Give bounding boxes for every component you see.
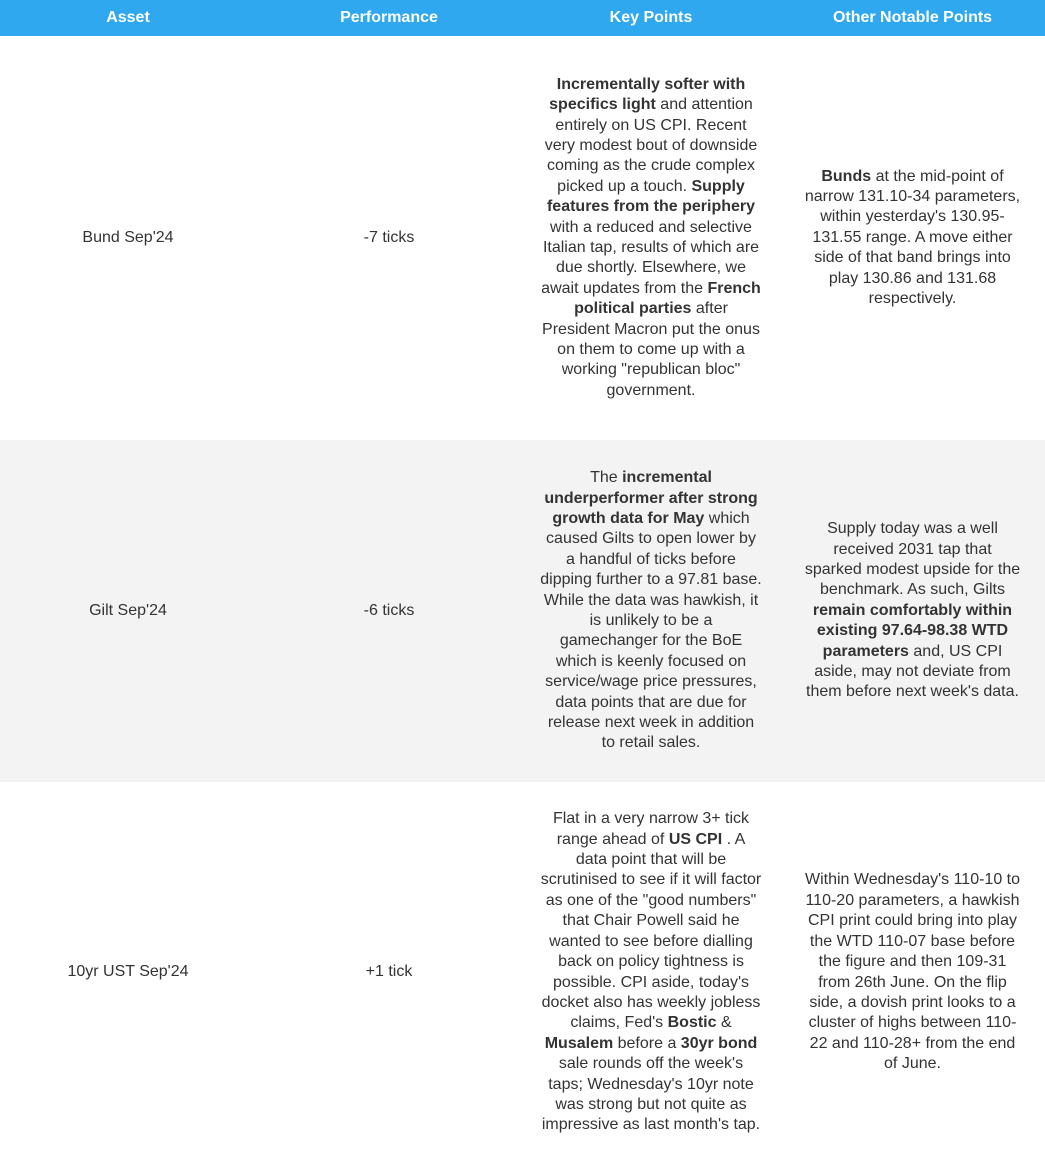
bold-text: Musalem	[544, 1034, 614, 1052]
header-key-points: Key Points	[522, 0, 780, 36]
other-points-cell	[780, 36, 1045, 440]
text-segment: after President Macron put the onus on them to come up with a working "republican bloc" government.	[542, 300, 760, 399]
text-segment: at the mid-point of narrow 131.10-34 parameters, within yesterday's 130.95-131.55 range. A move either side of that band brings into play 130.86 and 131.68 respectively.	[804, 167, 1021, 308]
text-segment: and attention entirely on US CPI. Recent very modest bout of downside coming as the crude complex picked up a touch.	[544, 96, 758, 195]
text-segment: before a	[613, 1034, 681, 1052]
text-segment: &	[716, 1014, 732, 1032]
text-segment: Within Wednesday's 110-10 to 110-20 parameters, a hawkish CPI print could bring into play the WTD 110-07 base before the figure and then 109-31 from 26th June. On the flip side, a dovish print looks to a cluster of highs between 110-22 and 110-28+ from the end of June.	[804, 871, 1021, 1073]
asset-cell: Gilt Sep'24	[0, 440, 256, 782]
asset-cell: 10yr UST Sep'24	[67, 963, 189, 981]
text-segment: sale rounds off the week's taps; Wednesday's 10yr note was strong but not quite as impressive as last month's tap.	[541, 1055, 761, 1134]
bold-text: US CPI	[668, 830, 723, 848]
text-segment: and, US CPI aside, may not deviate from them before next week's data.	[806, 642, 1019, 701]
header-row	[0, 0, 1045, 36]
key-points-cell	[522, 782, 780, 1163]
key-points-text	[540, 468, 762, 754]
table-row-gilt	[0, 440, 1045, 782]
bold-text: Supply features from the periphery	[546, 177, 756, 216]
bold-text: incremental underperformer after strong growth data for May	[544, 469, 758, 527]
table-row-bund	[0, 36, 1045, 440]
key-points-cell	[522, 440, 780, 782]
performance-cell: -7 ticks	[363, 228, 415, 246]
text-segment: The	[590, 469, 623, 487]
bold-text: remain comfortably within existing 97.64-98.38 WTD parameters	[812, 601, 1013, 660]
bold-text: Incrementally softer with specifics light	[549, 75, 746, 114]
asset-cell: Bund Sep'24	[82, 228, 174, 246]
table-row-ust	[0, 782, 1045, 1163]
bold-text: Bostic	[667, 1014, 717, 1032]
other-points-cell	[780, 440, 1045, 782]
header-other-notable-points: Other Notable Points	[780, 0, 1045, 36]
performance-cell: +1 tick	[365, 963, 413, 981]
performance-cell: -6 ticks	[256, 440, 522, 782]
key-points-cell	[522, 36, 780, 440]
text-segment: Supply today was a well received 2031 tap that sparked modest upside for the benchmark. As such, Gilts	[804, 520, 1021, 599]
header-performance: Performance	[256, 0, 522, 36]
text-segment: with a reduced and selective Italian tap, results of which are due shortly. Elsewhere, we await updates from the	[541, 218, 760, 297]
header-asset: Asset	[0, 0, 256, 36]
bold-text: Bunds	[821, 167, 872, 185]
text-segment: Flat in a very narrow 3+ tick range ahead of	[552, 810, 750, 848]
other-points-cell	[780, 782, 1045, 1163]
other-points-text	[804, 870, 1022, 1074]
bold-text: 30yr bond	[680, 1034, 758, 1052]
key-points-text	[540, 809, 762, 1136]
text-segment: which caused Gilts to open lower by a handful of ticks before dipping further to a 97.81 base. While the data was hawkish, it is unlikely to be a gamechanger for the BoE which is keenly focused on service/wage price pressures, data points that are due for release next week in addition to retail sales.	[540, 509, 762, 752]
other-points-text	[804, 519, 1022, 703]
other-points-text	[804, 167, 1022, 310]
text-segment: . A data point that will be scrutinised to see if it will factor as one of the "good numbers" that Chair Powell said he wanted to see before dialling back on policy tightness is possible. CPI aside, today's docket also has weekly jobless claims, Fed's	[540, 830, 762, 1032]
bold-text: French political parties	[574, 279, 761, 318]
key-points-text	[540, 75, 762, 402]
